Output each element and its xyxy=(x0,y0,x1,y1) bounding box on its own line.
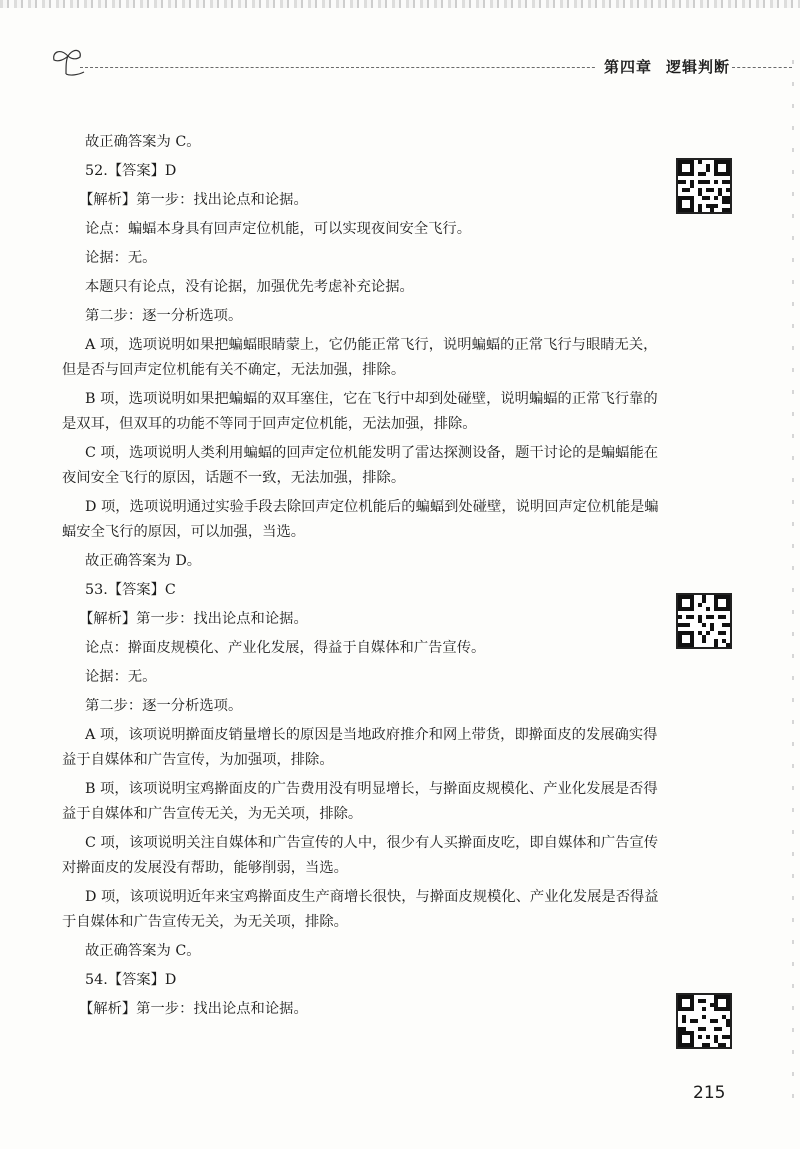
header-rule-right xyxy=(732,67,792,68)
page-number: 215 xyxy=(693,1083,726,1103)
qr-code-icon[interactable] xyxy=(676,158,732,214)
chapter-label: 第四章 xyxy=(604,58,653,76)
answer-heading: 52.【答案】D xyxy=(85,163,177,179)
option-analysis: C 项，该项说明关注自媒体和广告宣传的人中，很少有人买擀面皮吃，即自媒体和广告宣传对擀面皮的发展没有帮助，能够削弱，当选。 xyxy=(62,835,659,876)
paragraph: 故正确答案为 D。 xyxy=(85,553,202,569)
option-analysis: B 项，该项说明宝鸡擀面皮的广告费用没有明显增长，与擀面皮规模化、产业化发展是否得益于自媒体和广告宣传无关，为无关项，排除。 xyxy=(62,781,658,822)
running-header xyxy=(40,44,792,80)
analysis-heading: 【解析】第一步：找出论点和论据。 xyxy=(79,611,308,627)
paragraph: 论点：蝙蝠本身具有回声定位机能，可以实现夜间安全飞行。 xyxy=(85,221,472,237)
option-analysis: A 项，该项说明擀面皮销量增长的原因是当地政府推介和网上带货，即擀面皮的发展确实得益于自媒体和广告宣传，为加强项，排除。 xyxy=(62,727,658,768)
paragraph: 第二步：逐一分析选项。 xyxy=(85,698,243,714)
paragraph: 本题只有论点，没有论据，加强优先考虑补充论据。 xyxy=(85,279,414,295)
option-analysis: B 项，选项说明如果把蝙蝠的双耳塞住，它在飞行中却到处碰壁，说明蝙蝠的正常飞行靠的是双耳，但双耳的功能不等同于回声定位机能，无法加强，排除。 xyxy=(62,391,658,432)
paragraph: 故正确答案为 C。 xyxy=(85,134,201,150)
chapter-title xyxy=(596,56,738,77)
option-analysis: A 项，选项说明如果把蝙蝠眼睛蒙上，它仍能正常飞行，说明蝙蝠的正常飞行与眼睛无关，但是否与回声定位机能有关不确定，无法加强，排除。 xyxy=(62,337,658,378)
qr-code-icon[interactable] xyxy=(676,593,732,649)
qr-code-icon[interactable] xyxy=(676,993,732,1049)
scan-artifact-top xyxy=(0,0,800,8)
paragraph: 故正确答案为 C。 xyxy=(85,943,201,959)
scan-artifact-right-edge xyxy=(792,60,794,1110)
paragraph: 论点：擀面皮规模化、产业化发展，得益于自媒体和广告宣传。 xyxy=(85,640,486,656)
answer-explanations xyxy=(62,130,660,1026)
option-analysis: D 项，该项说明近年来宝鸡擀面皮生产商增长很快，与擀面皮规模化、产业化发展是否得益于自媒体和广告宣传无关，为无关项，排除。 xyxy=(62,889,659,930)
option-analysis: D 项，选项说明通过实验手段去除回声定位机能后的蝙蝠到处碰壁，说明回声定位机能是蝙蝠安全飞行的原因，可以加强，当选。 xyxy=(62,499,659,540)
option-analysis: C 项，选项说明人类利用蝙蝠的回声定位机能发明了雷达探测设备，题干讨论的是蝙蝠能在夜间安全飞行的原因，话题不一致，无法加强，排除。 xyxy=(62,445,659,486)
analysis-heading: 【解析】第一步：找出论点和论据。 xyxy=(79,192,308,208)
section-label: 逻辑判断 xyxy=(666,58,731,76)
answer-heading: 53.【答案】C xyxy=(85,582,176,598)
leaf-sprout-icon xyxy=(48,44,88,78)
answer-heading: 54.【答案】D xyxy=(85,972,177,988)
paragraph: 论据：无。 xyxy=(85,250,157,266)
paragraph: 第二步：逐一分析选项。 xyxy=(85,308,243,324)
paragraph: 论据：无。 xyxy=(85,669,157,685)
analysis-heading: 【解析】第一步：找出论点和论据。 xyxy=(79,1001,308,1017)
header-rule-left xyxy=(80,67,620,68)
